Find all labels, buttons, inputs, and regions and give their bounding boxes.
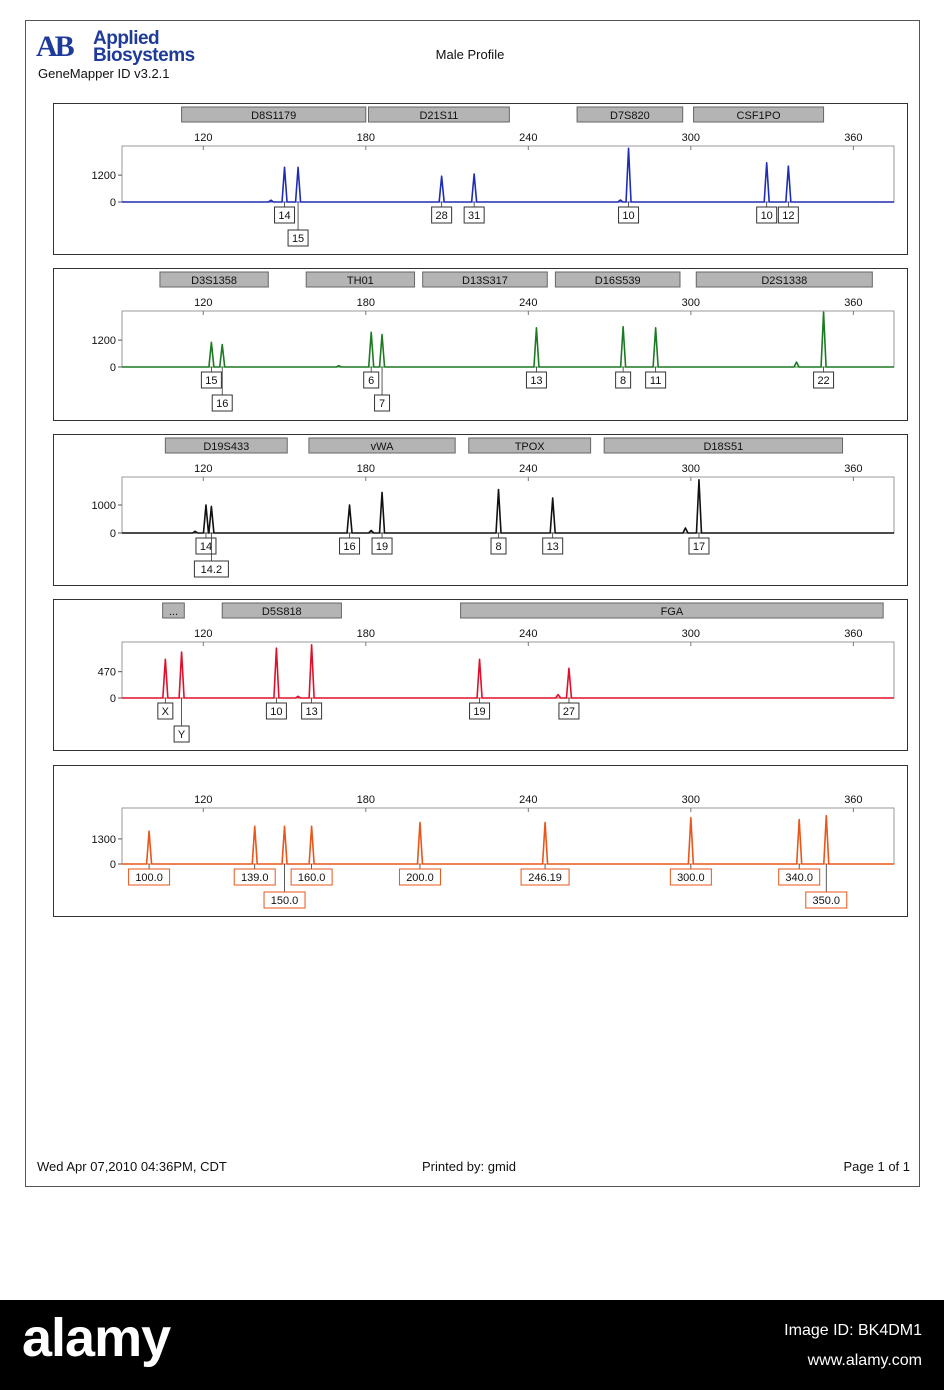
x-tick-label: 240: [519, 297, 538, 309]
plot-frame: [122, 808, 894, 864]
locus-label: TH01: [346, 275, 374, 287]
x-tick-label: 180: [356, 794, 375, 806]
peak-label: 11: [649, 375, 662, 387]
signal-trace: [122, 312, 894, 367]
brand-line-2: Biosystems: [93, 45, 195, 66]
locus-label: D21S11: [419, 110, 459, 122]
peak-label: 100.0: [135, 872, 163, 884]
ab-logo-mark: AB: [36, 30, 72, 63]
locus-label: D13S317: [462, 275, 508, 287]
x-tick-label: 120: [194, 297, 213, 309]
blue-channel-chart: [54, 104, 907, 254]
peak-label: 139.0: [240, 872, 269, 884]
peak-label: 300.0: [677, 872, 705, 884]
x-tick-label: 120: [194, 132, 213, 144]
plot-frame: [122, 477, 894, 533]
x-tick-label: 360: [844, 628, 863, 640]
peak-label: 22: [817, 375, 830, 387]
x-tick-label: 300: [681, 463, 701, 475]
y-tick-label: 0: [109, 528, 116, 540]
peak-label: Y: [177, 729, 186, 741]
green-channel-chart: [54, 269, 907, 420]
peak-label: 17: [692, 541, 706, 553]
x-tick-label: 240: [519, 794, 538, 806]
x-tick-label: 360: [844, 463, 863, 475]
signal-trace: [122, 480, 894, 533]
peak-label: 7: [378, 398, 386, 410]
peak-label: 16: [216, 398, 229, 410]
peak-label: 27: [562, 706, 576, 718]
peak-label: 10: [622, 210, 635, 222]
peak-label: 14: [199, 541, 213, 553]
x-tick-label: 120: [194, 628, 213, 640]
y-tick-label: 0: [109, 859, 116, 871]
y-tick-label: 1000: [91, 500, 116, 512]
y-tick-label: 1200: [91, 170, 116, 183]
x-tick-label: 360: [844, 132, 863, 144]
peak-label: 14: [278, 210, 291, 222]
plot-frame: [122, 642, 894, 698]
peak-label: 13: [530, 375, 543, 387]
locus-label: TPOX: [514, 441, 545, 453]
signal-trace: [122, 148, 894, 202]
peak-label: 340.0: [785, 872, 813, 884]
peak-label: 150.0: [270, 895, 299, 907]
peak-label: 13: [546, 541, 559, 553]
y-tick-label: 470: [97, 666, 116, 679]
locus-label: D5S818: [261, 606, 302, 618]
peak-label: 246.19: [528, 872, 562, 884]
black-channel-chart: [54, 435, 907, 585]
y-tick-label: 0: [109, 197, 116, 209]
locus-label: vWA: [370, 441, 394, 453]
x-tick-label: 300: [681, 132, 701, 144]
peak-label: 13: [305, 706, 318, 718]
peak-label: 19: [375, 541, 389, 553]
peak-label: 15: [205, 375, 218, 387]
y-tick-label: 0: [109, 693, 116, 705]
x-tick-label: 300: [681, 297, 701, 309]
electropherogram-panel-black: [53, 434, 908, 586]
x-tick-label: 180: [356, 297, 375, 309]
peak-label: 10: [760, 210, 773, 222]
signal-trace: [122, 645, 894, 698]
peak-label: 6: [368, 375, 375, 387]
peak-label: 31: [468, 210, 481, 222]
plot-frame: [122, 311, 894, 367]
x-tick-label: 240: [519, 463, 538, 475]
image-id: Image ID: BK4DM1: [784, 1322, 922, 1339]
x-tick-label: 360: [844, 297, 863, 309]
peak-label: 28: [435, 210, 448, 222]
stock-url: www.alamy.com: [807, 1352, 922, 1369]
locus-label: D8S1179: [251, 110, 297, 122]
peak-label: 19: [473, 706, 486, 718]
locus-label: D19S433: [203, 441, 250, 453]
locus-label: D3S1358: [191, 275, 238, 287]
electropherogram-panel-green: [53, 268, 908, 421]
x-tick-label: 300: [681, 794, 701, 806]
peak-label: 200.0: [406, 872, 434, 884]
peak-label: 160.0: [297, 872, 326, 884]
peak-label: 15: [291, 233, 305, 245]
printed-by: Printed by: gmid: [422, 1159, 516, 1174]
peak-label: 16: [343, 541, 356, 553]
peak-label: 12: [782, 210, 795, 222]
y-tick-label: 1300: [91, 833, 116, 846]
peak-label: X: [161, 706, 170, 718]
signal-trace: [122, 816, 894, 864]
peak-label: 14.2: [200, 564, 223, 576]
locus-label: D7S820: [610, 110, 650, 122]
plot-frame: [122, 146, 894, 202]
brand-name: [93, 30, 195, 64]
x-tick-label: 180: [356, 132, 375, 144]
red-channel-chart: [54, 600, 907, 750]
y-tick-label: 1200: [91, 335, 116, 348]
alamy-logo: alamy: [22, 1308, 171, 1368]
x-tick-label: 360: [844, 794, 863, 806]
locus-label: D2S1338: [761, 275, 808, 287]
locus-label: FGA: [660, 606, 684, 618]
x-tick-label: 180: [356, 463, 375, 475]
peak-label: 8: [495, 541, 502, 553]
locus-label: D16S539: [594, 275, 641, 287]
peak-label: 8: [620, 375, 627, 387]
peak-label: 10: [270, 706, 283, 718]
applied-biosystems-logo: [36, 28, 196, 68]
locus-label: CSF1PO: [736, 110, 781, 122]
x-tick-label: 240: [519, 628, 538, 640]
peak-label: 350.0: [812, 895, 841, 907]
x-tick-label: 120: [194, 463, 213, 475]
report-title: Male Profile: [435, 47, 505, 62]
x-tick-label: 240: [519, 132, 538, 144]
print-date: Wed Apr 07,2010 04:36PM, CDT: [37, 1159, 227, 1174]
size-standard-chart: [54, 766, 907, 916]
software-version: GeneMapper ID v3.2.1: [38, 66, 170, 81]
x-tick-label: 300: [681, 628, 701, 640]
brand-line-1: Applied: [93, 28, 160, 49]
x-tick-label: 180: [356, 628, 375, 640]
locus-label: D18S51: [703, 441, 744, 453]
electropherogram-panel-red: [53, 599, 908, 751]
y-tick-label: 0: [109, 362, 116, 374]
locus-label: ...: [168, 606, 179, 618]
page-number: Page 1 of 1: [843, 1159, 910, 1174]
electropherogram-panel-size-standard: [53, 765, 908, 917]
electropherogram-panel-blue: [53, 103, 908, 255]
x-tick-label: 120: [194, 794, 213, 806]
